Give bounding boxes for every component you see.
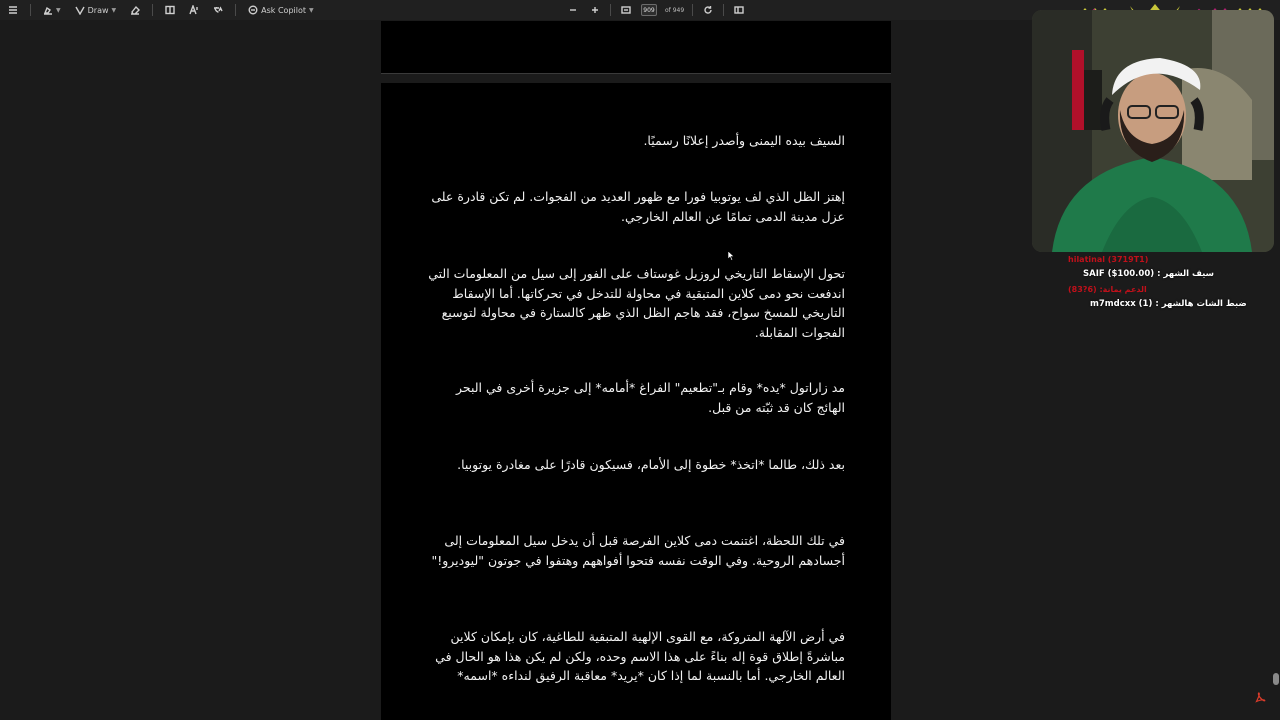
pen-icon — [75, 5, 85, 15]
donation-ticker-line: الدعم يمانة: (6?83) — [1068, 285, 1147, 294]
highlighter-icon — [43, 5, 53, 15]
ask-copilot-button[interactable] — [246, 2, 315, 18]
highlight-button[interactable] — [41, 2, 63, 18]
read-aloud-icon — [189, 5, 199, 15]
paragraph: بعد ذلك، طالما *اتخذ* خطوة إلى الأمام، فسيكون قادرًا على مغادرة يوتوبيا. — [457, 457, 845, 472]
toolbar-divider — [610, 4, 611, 16]
rotate-icon — [703, 5, 713, 15]
erase-button[interactable] — [128, 2, 142, 18]
paragraph: في تلك اللحظة، اغتنمت دمى كلاين الفرصة قبل أن يدخل سيل المعلومات إلى أجسادهم الروحية. وفي الوقت نفسه فتحوا أفواههم وهتفوا في جوتون "ليوديرو!" — [431, 533, 845, 568]
paragraph: في أرض الآلهة المتروكة، مع القوى الإلهية المتبقية للطاغية، كان بإمكان كلاين مباشرةً إطلاق قوة إله بناءً على هذا الاسم وحده، ولكن لم يكن هذا هو الحال في العالم الخارجي. أما بالنسبة لما إذا كان *يريد* معاقبة الرفيق لنداءه *اسمه* — [435, 629, 845, 683]
previous-page — [381, 21, 891, 74]
toolbar-divider — [723, 4, 724, 16]
eraser-icon — [130, 5, 140, 15]
read-aloud-button[interactable] — [187, 2, 201, 18]
monthly-top-donor: سيف الشهر : SAIF ($100.00) — [1083, 269, 1215, 279]
two-page-icon — [734, 5, 744, 15]
page-view-button[interactable] — [732, 2, 746, 18]
toolbar-divider — [152, 4, 153, 16]
chevron-down-icon[interactable]: ▼ — [56, 6, 61, 14]
scrollbar-thumb[interactable] — [1273, 673, 1279, 685]
fit-page-icon — [621, 5, 631, 15]
toolbar-divider — [235, 4, 236, 16]
paragraph: تحول الإسقاط التاريخي لروزيل غوستاف على الفور إلى سيل من المعلومات التي اندفعت نحو دمى كلاين المتبقية في محاولة للتدخل في تحركاتها. أما الإسقاط التاريخي للمسخ سواح، فقد هاجم الظل الذي ظهر كالستارة في محاولة لتوسيع الفجوات المقابلة. — [428, 266, 845, 340]
page-number-input[interactable] — [641, 4, 657, 16]
rotate-button[interactable] — [701, 2, 715, 18]
current-page — [381, 83, 891, 720]
monthly-chat-leader: ضبط الشات هالشهر : m7mdcxx (1) — [1090, 299, 1247, 309]
plus-icon — [590, 5, 600, 15]
draw-button[interactable] — [73, 2, 119, 18]
list-icon — [8, 5, 18, 15]
chevron-down-icon[interactable]: ▼ — [111, 6, 117, 14]
chevron-down-icon[interactable]: ▼ — [309, 6, 314, 14]
fit-page-button[interactable] — [619, 2, 633, 18]
toolbar-page-controls — [566, 0, 746, 20]
toolbar-divider — [30, 4, 31, 16]
toolbar-divider — [692, 4, 693, 16]
toolbar-left-group — [0, 2, 316, 18]
streamer-webcam-image — [1032, 10, 1274, 252]
paragraph: إهتز الظل الذي لف يوتوبيا فورا مع ظهور العديد من الفجوات. لم تكن قادرة على عزل مدينة الدمى تمامًا عن العالم الخارجي. — [431, 189, 845, 224]
translate-button[interactable] — [211, 2, 225, 18]
pdf-app-icon[interactable] — [1255, 692, 1266, 703]
page-count: of 949 — [665, 6, 685, 14]
paragraph: مد زاراتول *يده* وقام بـ"تطعيم" الفراغ *أمامه* إلى جزيرة أخرى في البحر الهائج كان قد ثبّته من قبل. — [456, 380, 845, 415]
webcam-feed — [1032, 10, 1274, 252]
contents-button[interactable] — [6, 2, 20, 18]
ask-copilot-label: Ask Copilot — [261, 5, 307, 15]
zoom-out-button[interactable] — [566, 2, 580, 18]
paragraph: السيف بيده اليمنى وأصدر إعلانًا رسميًا. — [643, 133, 845, 148]
zoom-in-button[interactable] — [588, 2, 602, 18]
donation-ticker-line: hilatinal (3719T1) — [1068, 255, 1149, 264]
mouse-cursor-icon — [728, 251, 736, 261]
text-box-button[interactable] — [163, 2, 177, 18]
draw-label: Draw — [87, 5, 109, 15]
copilot-icon — [248, 5, 258, 15]
translate-icon — [213, 5, 223, 15]
textbox-icon — [165, 5, 175, 15]
minus-icon — [568, 5, 578, 15]
